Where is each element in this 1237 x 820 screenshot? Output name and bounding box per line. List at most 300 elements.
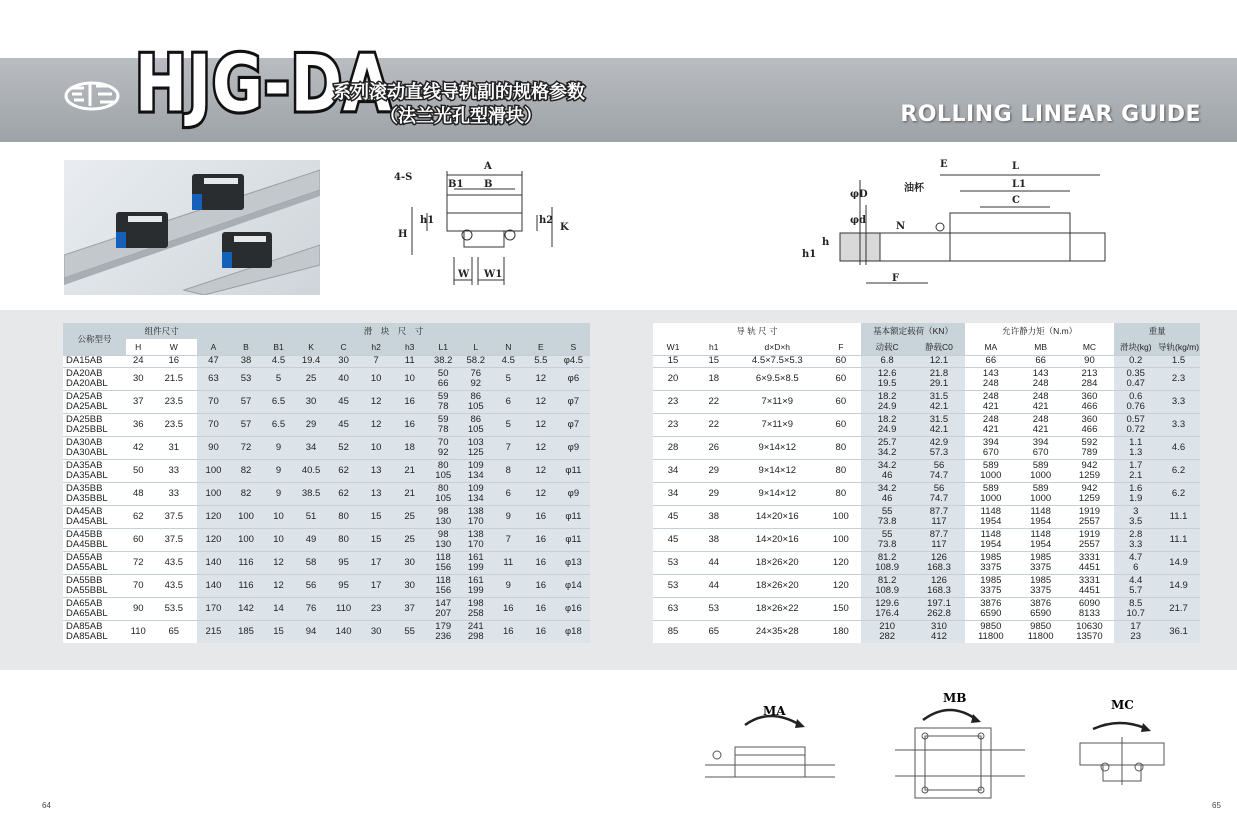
cell-h3: 55 bbox=[392, 620, 427, 643]
table-row bbox=[63, 459, 1200, 482]
cell-c bbox=[861, 390, 913, 413]
cell-b1: 9 bbox=[262, 436, 295, 459]
cell-line: 105 bbox=[435, 469, 452, 481]
table-row bbox=[63, 574, 1200, 597]
cell-line: 109 bbox=[467, 459, 484, 471]
cell-line: DA25BB bbox=[66, 413, 103, 425]
cell-c: 45 bbox=[327, 390, 360, 413]
cell-w: 37.5 bbox=[150, 505, 197, 528]
col-l: L bbox=[459, 339, 492, 355]
col-w1: W1 bbox=[653, 339, 694, 355]
cell-l bbox=[459, 413, 492, 436]
cell-a: 90 bbox=[197, 436, 230, 459]
cell-blk bbox=[1114, 574, 1157, 597]
cell-k: 58 bbox=[295, 551, 328, 574]
cell-ma bbox=[965, 551, 1017, 574]
cell-line: DA35AB bbox=[66, 459, 103, 471]
col-dynamic-load: 动载C bbox=[861, 339, 913, 355]
cell-line: 1000 bbox=[1030, 492, 1052, 504]
cell-n: 6 bbox=[492, 482, 525, 505]
cell-mb bbox=[1017, 482, 1065, 505]
cell-mc bbox=[1065, 551, 1115, 574]
cell-b: 116 bbox=[230, 574, 263, 597]
title-english: ROLLING LINEAR GUIDE bbox=[900, 102, 1201, 127]
cell-s: φ4.5 bbox=[557, 355, 590, 367]
cell-n: 7 bbox=[492, 528, 525, 551]
cell-mb bbox=[1017, 597, 1065, 620]
cell-l bbox=[459, 574, 492, 597]
cell-n: 9 bbox=[492, 505, 525, 528]
cell-line: 55 bbox=[881, 505, 893, 517]
cell-n: 5 bbox=[492, 367, 525, 390]
cell-m bbox=[63, 459, 126, 482]
cell-c: 30 bbox=[327, 355, 360, 367]
cell-line: DA35BB bbox=[66, 482, 103, 494]
cell-line: 1000 bbox=[980, 492, 1002, 504]
cell-h: 90 bbox=[126, 597, 150, 620]
cell-line: 197.1 bbox=[927, 597, 951, 609]
cell-f: 100 bbox=[820, 505, 861, 528]
cell-l bbox=[459, 367, 492, 390]
cell-c: 45 bbox=[327, 413, 360, 436]
dim-h1-label: h1 bbox=[420, 215, 435, 226]
col-s: S bbox=[557, 339, 590, 355]
cell-b1: 9 bbox=[262, 482, 295, 505]
cell-c0 bbox=[913, 505, 965, 528]
cell-ddh: 14×20×16 bbox=[734, 528, 820, 551]
cell-line: 46 bbox=[881, 492, 893, 504]
cell-l1 bbox=[427, 528, 460, 551]
cell-c bbox=[861, 355, 913, 367]
cell-line: 670 bbox=[982, 446, 999, 458]
cell-c0 bbox=[913, 436, 965, 459]
cell-w: 33 bbox=[150, 459, 197, 482]
table-row bbox=[63, 355, 1200, 367]
cell-c: 95 bbox=[327, 574, 360, 597]
cell-line: 86 bbox=[470, 413, 482, 425]
cell-c bbox=[861, 574, 913, 597]
cell-line: 42.1 bbox=[929, 423, 949, 435]
cell-line: 109 bbox=[467, 482, 484, 494]
cell-b: 100 bbox=[230, 505, 263, 528]
cell-rail: 21.7 bbox=[1157, 597, 1200, 620]
cell-line: 670 bbox=[1032, 446, 1049, 458]
col-b1: B1 bbox=[262, 339, 295, 355]
cell-line: 92 bbox=[470, 377, 482, 389]
cell-line: 412 bbox=[931, 630, 947, 642]
cell-blk bbox=[1114, 482, 1157, 505]
cell-e: 12 bbox=[525, 459, 558, 482]
cell-c: 62 bbox=[327, 459, 360, 482]
cell-c bbox=[861, 436, 913, 459]
cell-c: 52 bbox=[327, 436, 360, 459]
cell-l1 bbox=[427, 355, 460, 367]
cell-a: 63 bbox=[197, 367, 230, 390]
cell-line: 360 bbox=[1081, 390, 1098, 402]
cell-h2: 15 bbox=[360, 528, 393, 551]
cell-line: 789 bbox=[1081, 446, 1098, 458]
col-rail-h1: h1 bbox=[693, 339, 734, 355]
cell-h: 30 bbox=[126, 367, 150, 390]
cell-b: 100 bbox=[230, 528, 263, 551]
cell-w: 16 bbox=[150, 355, 197, 367]
cell-h: 50 bbox=[126, 459, 150, 482]
cell-line: 24.9 bbox=[877, 400, 897, 412]
cell-line: 1.6 bbox=[1129, 482, 1143, 494]
cell-blk bbox=[1114, 459, 1157, 482]
cell-line: 66 bbox=[985, 355, 997, 366]
cell-line: 117 bbox=[931, 515, 947, 527]
cell-c0 bbox=[913, 482, 965, 505]
cell-line: 1148 bbox=[1030, 505, 1051, 517]
cell-f: 80 bbox=[820, 482, 861, 505]
col-moment-header: 允许静力矩（N.m） bbox=[965, 323, 1114, 339]
table-row bbox=[63, 620, 1200, 643]
cell-s: φ7 bbox=[557, 413, 590, 436]
cell-w1: 53 bbox=[653, 551, 694, 574]
col-rail-weight: 导轨(kg/m) bbox=[1157, 339, 1200, 355]
col-n: N bbox=[492, 339, 525, 355]
cell-line: 176.4 bbox=[875, 607, 899, 619]
cell-c: 80 bbox=[327, 505, 360, 528]
table-row bbox=[63, 482, 1200, 505]
cell-e: 12 bbox=[525, 413, 558, 436]
cell-e: 12 bbox=[525, 482, 558, 505]
cell-line: DA55ABL bbox=[66, 561, 108, 573]
cell-line: 81.2 bbox=[877, 551, 897, 563]
cell-c bbox=[861, 482, 913, 505]
cell-s: φ11 bbox=[557, 528, 590, 551]
cell-line: 1259 bbox=[1078, 469, 1101, 481]
cell-line: 18.2 bbox=[877, 390, 897, 402]
cell-line: 12.6 bbox=[877, 367, 897, 379]
cell-line: 6590 bbox=[980, 607, 1002, 619]
cell-m bbox=[63, 436, 126, 459]
cell-line: 126 bbox=[931, 551, 947, 563]
cell-line: 199 bbox=[467, 584, 484, 596]
cell-line: 4451 bbox=[1078, 584, 1101, 596]
cell-line: 1985 bbox=[980, 574, 1002, 586]
cell-k: 25 bbox=[295, 367, 328, 390]
cell-line: DA55AB bbox=[66, 551, 103, 563]
cell-line: 78 bbox=[437, 400, 449, 412]
cell-h3: 30 bbox=[392, 551, 427, 574]
cell-line: 248 bbox=[982, 413, 999, 425]
cell-w1: 34 bbox=[653, 482, 694, 505]
table-row bbox=[63, 390, 1200, 413]
cell-s: φ6 bbox=[557, 367, 590, 390]
cell-line: 156 bbox=[435, 584, 452, 596]
cell-mc bbox=[1065, 505, 1115, 528]
cell-line: 12.1 bbox=[929, 355, 949, 366]
cell-k: 56 bbox=[295, 574, 328, 597]
cell-line: 1.1 bbox=[1129, 436, 1143, 448]
cell-b: 53 bbox=[230, 367, 263, 390]
cell-line: 248 bbox=[982, 390, 999, 402]
cell-h3: 25 bbox=[392, 505, 427, 528]
cell-c0 bbox=[913, 597, 965, 620]
cell-line: 394 bbox=[982, 436, 999, 448]
dim-n-label: N bbox=[896, 221, 906, 232]
moment-mc-diagram bbox=[1075, 693, 1170, 788]
subtitle-chinese: （法兰光孔型滑块） bbox=[380, 106, 542, 127]
cell-l bbox=[459, 620, 492, 643]
cell-line: 589 bbox=[1032, 459, 1049, 471]
cell-line: 103 bbox=[467, 436, 484, 448]
cell-line: 248 bbox=[1032, 377, 1049, 389]
cell-h1: 22 bbox=[693, 413, 734, 436]
cell-mb bbox=[1017, 574, 1065, 597]
cell-rail: 3.3 bbox=[1157, 413, 1200, 436]
cell-k: 51 bbox=[295, 505, 328, 528]
cell-f: 120 bbox=[820, 551, 861, 574]
cell-b1: 6.5 bbox=[262, 413, 295, 436]
cell-line: 394 bbox=[1032, 436, 1049, 448]
cell-l1 bbox=[427, 367, 460, 390]
cell-line: 3 bbox=[1133, 505, 1139, 517]
cell-w1: 85 bbox=[653, 620, 694, 643]
cell-l1 bbox=[427, 482, 460, 505]
cell-h3: 21 bbox=[392, 459, 427, 482]
cell-w: 53.5 bbox=[150, 597, 197, 620]
cell-h2: 10 bbox=[360, 436, 393, 459]
cell-line: 81.2 bbox=[877, 574, 897, 586]
cell-line: 4.7 bbox=[1129, 551, 1143, 563]
cell-s: φ9 bbox=[557, 436, 590, 459]
cell-c0 bbox=[913, 620, 965, 643]
cell-ddh: 18×26×20 bbox=[734, 574, 820, 597]
cell-mc bbox=[1065, 355, 1115, 367]
cell-ma bbox=[965, 459, 1017, 482]
dim-l1-label: L1 bbox=[1012, 179, 1026, 190]
cell-w1: 23 bbox=[653, 390, 694, 413]
cell-line: 46 bbox=[881, 469, 893, 481]
cell-mc bbox=[1065, 574, 1115, 597]
cell-line: 34.2 bbox=[877, 482, 897, 494]
cell-h2: 12 bbox=[360, 413, 393, 436]
cell-s: φ9 bbox=[557, 482, 590, 505]
cell-e: 16 bbox=[525, 597, 558, 620]
company-logo-icon bbox=[62, 74, 122, 114]
cell-line: 42.9 bbox=[929, 436, 949, 448]
cell-line: 24.9 bbox=[877, 423, 897, 435]
cell-line: 126 bbox=[931, 574, 947, 586]
cell-line: 168.3 bbox=[927, 561, 951, 573]
cell-line: 3331 bbox=[1078, 551, 1101, 563]
cell-c bbox=[861, 620, 913, 643]
cell-c0 bbox=[913, 355, 965, 367]
cell-ddh: 9×14×12 bbox=[734, 482, 820, 505]
cell-line: 73.8 bbox=[877, 515, 897, 527]
col-block-header: 滑 块 尺 寸 bbox=[197, 323, 589, 339]
cell-c bbox=[861, 528, 913, 551]
cell-k: 40.5 bbox=[295, 459, 328, 482]
cell-ddh: 4.5×7.5×5.3 bbox=[734, 355, 820, 367]
cell-h2: 7 bbox=[360, 355, 393, 367]
cell-line: 31.5 bbox=[929, 390, 949, 402]
cell-h2: 10 bbox=[360, 367, 393, 390]
cell-line: 130 bbox=[435, 538, 452, 550]
cell-line: DA35BBL bbox=[66, 492, 108, 504]
cell-rail: 14.9 bbox=[1157, 551, 1200, 574]
cell-rail: 6.2 bbox=[1157, 482, 1200, 505]
cell-n: 7 bbox=[492, 436, 525, 459]
cell-line: 210 bbox=[879, 620, 896, 632]
cell-line: 161 bbox=[467, 574, 484, 586]
cell-line: 25.7 bbox=[877, 436, 897, 448]
cell-h: 62 bbox=[126, 505, 150, 528]
cell-b1: 5 bbox=[262, 367, 295, 390]
cell-b1: 10 bbox=[262, 505, 295, 528]
cell-b1: 9 bbox=[262, 459, 295, 482]
cell-line: 1985 bbox=[1030, 551, 1052, 563]
cell-line: 3375 bbox=[980, 561, 1002, 573]
cell-line: 108.9 bbox=[875, 561, 899, 573]
cell-h3: 16 bbox=[392, 413, 427, 436]
cell-h2: 30 bbox=[360, 620, 393, 643]
cell-n: 11 bbox=[492, 551, 525, 574]
cell-h3: 21 bbox=[392, 482, 427, 505]
cell-mc bbox=[1065, 620, 1115, 643]
cell-line: 1.3 bbox=[1129, 446, 1143, 458]
cell-h3: 18 bbox=[392, 436, 427, 459]
cell-line: 1148 bbox=[980, 528, 1002, 540]
cell-w1: 45 bbox=[653, 528, 694, 551]
cell-line: DA35ABL bbox=[66, 469, 108, 481]
dim-small-h-label: h bbox=[822, 237, 830, 248]
cell-w1: 53 bbox=[653, 574, 694, 597]
cell-ma bbox=[965, 390, 1017, 413]
cell-l1 bbox=[427, 620, 460, 643]
cell-ma bbox=[965, 436, 1017, 459]
cell-h3: 30 bbox=[392, 574, 427, 597]
cell-line: DA45BBL bbox=[66, 538, 108, 550]
table-row bbox=[63, 505, 1200, 528]
cell-s: φ11 bbox=[557, 459, 590, 482]
cell-f: 60 bbox=[820, 390, 861, 413]
cell-b1: 15 bbox=[262, 620, 295, 643]
cell-line: DA15AB bbox=[66, 355, 103, 366]
cell-line: 310 bbox=[931, 620, 947, 632]
cell-c bbox=[861, 413, 913, 436]
cell-l bbox=[459, 355, 492, 367]
cell-h: 72 bbox=[126, 551, 150, 574]
cell-rail: 11.1 bbox=[1157, 528, 1200, 551]
cell-b: 116 bbox=[230, 551, 263, 574]
cell-l1 bbox=[427, 505, 460, 528]
col-block-weight: 滑块(kg) bbox=[1114, 339, 1157, 355]
cell-line: DA85AB bbox=[66, 620, 103, 632]
cell-w1: 28 bbox=[653, 436, 694, 459]
cell-l bbox=[459, 505, 492, 528]
side-view-drawing bbox=[800, 155, 1110, 295]
cell-line: 134 bbox=[467, 469, 484, 481]
cell-a: 70 bbox=[197, 413, 230, 436]
cell-rail: 2.3 bbox=[1157, 367, 1200, 390]
cell-line: 0.35 bbox=[1126, 367, 1145, 379]
cell-line: 5.7 bbox=[1129, 584, 1143, 596]
cell-line: 34.2 bbox=[877, 459, 897, 471]
cell-ma bbox=[965, 355, 1017, 367]
cell-blk bbox=[1114, 436, 1157, 459]
cell-line: 589 bbox=[1032, 482, 1049, 494]
cell-line: 55 bbox=[881, 528, 893, 540]
col-model-header: 公称型号 bbox=[63, 323, 126, 355]
front-view-drawing bbox=[392, 155, 592, 295]
cell-l1 bbox=[427, 574, 460, 597]
cell-line: 6 bbox=[1133, 561, 1139, 573]
cell-line: 213 bbox=[1081, 367, 1098, 379]
cell-b: 57 bbox=[230, 413, 263, 436]
cell-k: 76 bbox=[295, 597, 328, 620]
cell-f: 60 bbox=[820, 367, 861, 390]
cell-h2: 15 bbox=[360, 505, 393, 528]
cell-e: 5.5 bbox=[525, 355, 558, 367]
cell-m bbox=[63, 367, 126, 390]
table-row bbox=[63, 528, 1200, 551]
moment-ma-label: MA bbox=[763, 704, 786, 718]
cell-w: 43.5 bbox=[150, 574, 197, 597]
cell-mc bbox=[1065, 367, 1115, 390]
cell-rail: 11.1 bbox=[1157, 505, 1200, 528]
cell-n: 16 bbox=[492, 597, 525, 620]
cell-e: 16 bbox=[525, 620, 558, 643]
cell-line: DA30AB bbox=[66, 436, 103, 448]
cell-e: 12 bbox=[525, 390, 558, 413]
cell-h3: 10 bbox=[392, 367, 427, 390]
cell-line: 0.2 bbox=[1129, 355, 1143, 366]
cell-line: 73.8 bbox=[877, 538, 897, 550]
cell-e: 16 bbox=[525, 528, 558, 551]
cell-f: 60 bbox=[820, 355, 861, 367]
cell-line: 78 bbox=[437, 423, 449, 435]
col-c: C bbox=[327, 339, 360, 355]
cell-blk bbox=[1114, 528, 1157, 551]
cell-mc bbox=[1065, 390, 1115, 413]
cell-h1: 29 bbox=[693, 459, 734, 482]
cell-line: 168.3 bbox=[927, 584, 951, 596]
cell-f: 100 bbox=[820, 528, 861, 551]
dim-a-label: A bbox=[484, 161, 492, 172]
col-e: E bbox=[525, 339, 558, 355]
cell-l bbox=[459, 597, 492, 620]
title-chinese: 系列滚动直线导轨副的规格参数 bbox=[333, 82, 585, 103]
cell-m bbox=[63, 482, 126, 505]
cell-mb bbox=[1017, 367, 1065, 390]
cell-line: 31.5 bbox=[929, 413, 949, 425]
cell-line: DA45BB bbox=[66, 528, 103, 540]
cell-a: 100 bbox=[197, 459, 230, 482]
cell-b1: 12 bbox=[262, 551, 295, 574]
dim-h2-label: h2 bbox=[539, 215, 554, 226]
cell-line: 421 bbox=[1032, 423, 1049, 435]
cell-line: 198 bbox=[467, 597, 484, 609]
cell-line: 50 bbox=[437, 367, 449, 379]
cell-ddh: 24×35×28 bbox=[734, 620, 820, 643]
page-number-right: 65 bbox=[1212, 801, 1221, 810]
cell-line: 298 bbox=[467, 630, 484, 642]
col-weight-header: 重量 bbox=[1114, 323, 1200, 339]
cell-line: 170 bbox=[467, 538, 484, 550]
cell-h1: 18 bbox=[693, 367, 734, 390]
col-f: F bbox=[820, 339, 861, 355]
col-mc: MC bbox=[1065, 339, 1115, 355]
cell-b1: 14 bbox=[262, 597, 295, 620]
cell-line: 0.57 bbox=[1126, 413, 1145, 425]
cell-line: 3.5 bbox=[1129, 515, 1143, 527]
cell-line: 0.47 bbox=[1126, 377, 1145, 389]
cell-h1: 53 bbox=[693, 597, 734, 620]
